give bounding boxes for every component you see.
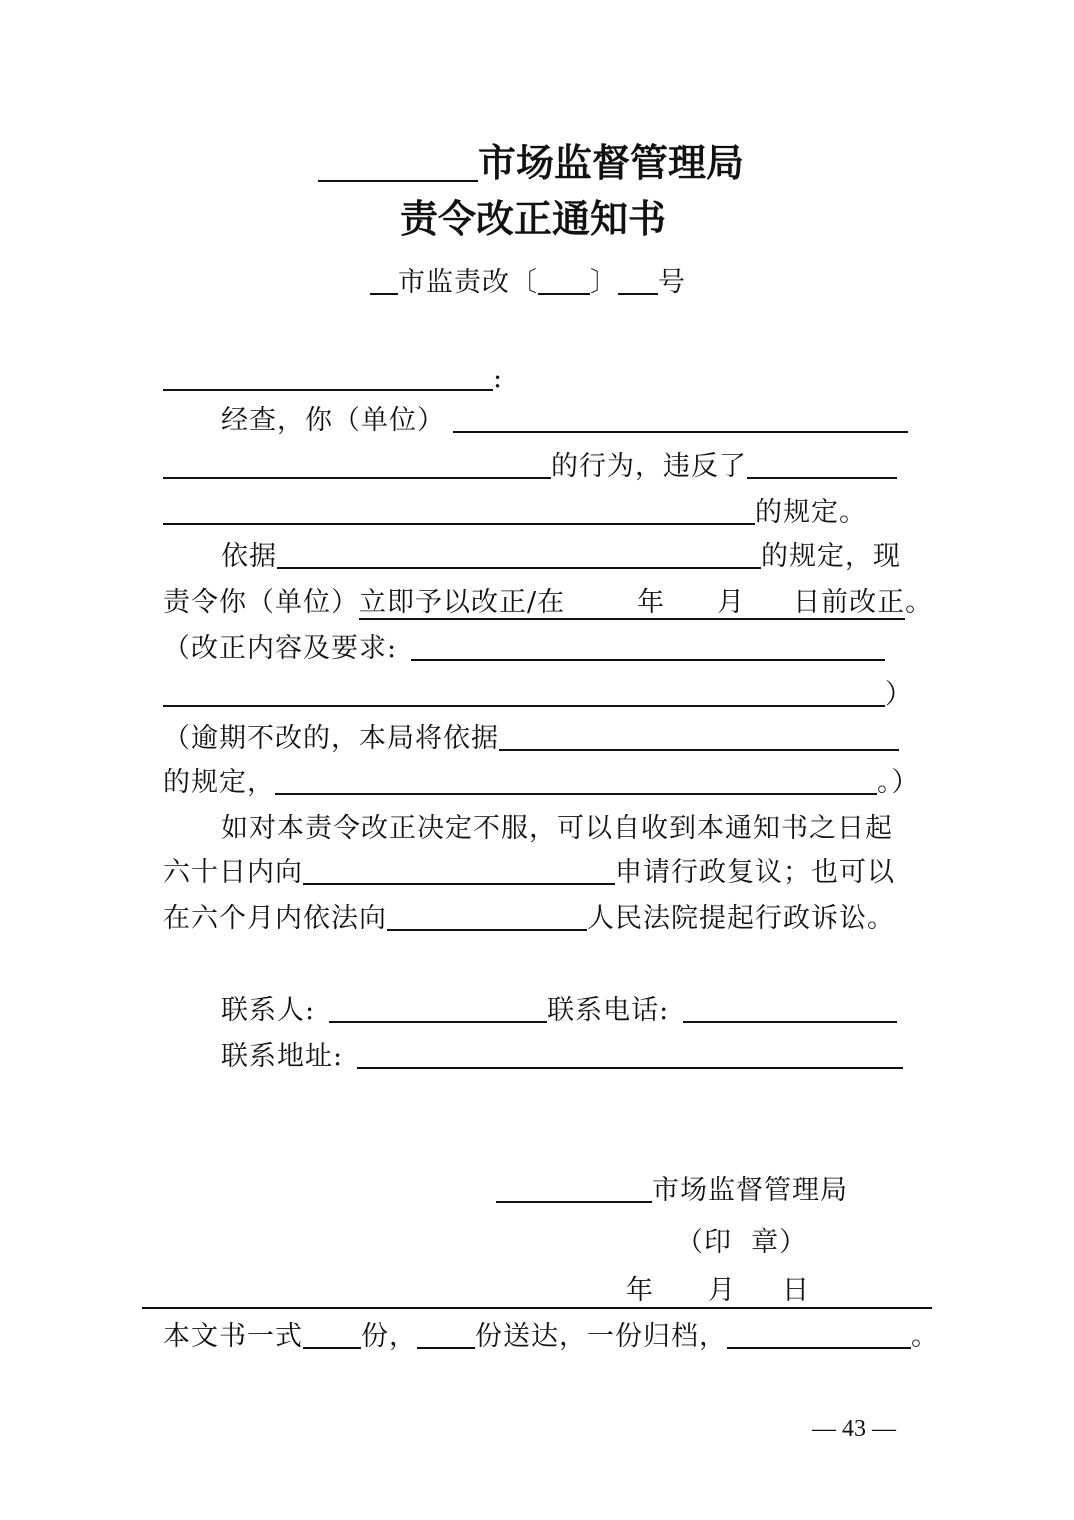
p5-line2-a: 六十日内向 [163,857,303,888]
behavior-blank [163,451,551,479]
p5-line3-a: 在六个月内依法向 [163,903,387,934]
contact-phone-label: 联系电话: [547,995,670,1026]
document-number [370,266,686,300]
doc-no-text-1: 市监责改〔 [398,267,538,298]
paragraph-3-line-1 [163,632,885,666]
p3-close: ） [885,679,913,710]
violated-law-blank [747,451,897,479]
p2-lead: 依据 [221,541,277,572]
agency-name-blank [318,144,478,182]
signature-day: 日 [782,1275,810,1306]
recipient-blank [163,363,493,391]
paragraph-5-line-2 [163,856,895,890]
paragraph-1-line-2 [163,450,897,484]
paragraph-1-line-3 [163,496,867,530]
copies-archive-blank [727,1321,911,1349]
contact-line-2 [221,1040,903,1074]
doc-no-text-3: 号 [658,267,686,298]
paragraph-4-line-2 [163,766,920,800]
deadline-underlined-text [359,587,905,620]
overdue-legal-basis-blank [499,723,899,751]
paragraph-5-line-3 [163,902,895,936]
contact-address-blank [357,1041,903,1069]
agency-title-line [318,140,744,186]
p2-order-lead: 责令你（单位） [163,587,359,618]
signature-year: 年 [626,1275,654,1306]
violated-law-blank-2 [163,497,755,525]
doc-no-text-2: 〕 [590,267,618,298]
notice-title: 责令改正通知书 [400,196,667,241]
p3-lead: （改正内容及要求: [163,633,398,664]
signature-agency [496,1174,848,1208]
paragraph-3-line-2 [163,678,913,712]
agency-suffix: 市场监督管理局 [478,140,745,185]
p4-rules-text: 的规定， [163,767,275,798]
p2-rules-text: 的规定，现 [761,541,901,572]
violation-subject-blank [453,405,908,433]
contact-address-label: 联系地址: [221,1041,344,1072]
signature-date [626,1274,810,1308]
correction-requirements-blank-2 [163,679,885,707]
seal-label: （印 章） [676,1227,808,1258]
p4-end: 。） [877,767,920,798]
p1-lead: 经查，你（单位） [221,405,445,436]
paragraph-5-line-1: 如对本责令改正决定不服，可以自收到本通知书之日起 [221,813,893,844]
correction-requirements-blank [411,633,885,661]
contact-person-label: 联系人: [221,995,316,1026]
review-authority-blank [303,857,615,885]
doc-no-year-blank [538,267,590,295]
copies-line [163,1320,939,1354]
copies-served-blank [417,1321,475,1349]
overdue-measures-blank [275,767,877,795]
legal-basis-blank [277,541,761,569]
doc-no-region-blank [370,267,398,295]
recipient-colon: : [493,363,503,394]
p2-period: 。 [905,587,934,618]
p2-month: 月 [717,587,746,618]
p5-line3-b: 人民法院提起行政诉讼。 [587,903,895,934]
copies-total-blank [303,1321,361,1349]
p2-day-before: 日前改正 [793,587,906,618]
p2-order-immediate: 立即予以改正/在 [359,587,566,618]
contact-phone-blank [683,995,897,1023]
paragraph-4-line-1 [163,722,899,756]
copies-text-a: 本文书一式 [163,1321,303,1352]
copies-text-b: 份， [361,1321,417,1352]
copies-text-c: 份送达，一份归档， [475,1321,727,1352]
p2-year: 年 [637,587,666,618]
signature-agency-blank [496,1175,652,1203]
contact-person-blank [329,995,547,1023]
copies-end: 。 [911,1321,939,1352]
p5-line2-b: 申请行政复议；也可以 [615,857,895,888]
paragraph-1-line-1 [221,404,908,438]
page-number: — 43 — [812,1416,896,1442]
court-blank [387,903,587,931]
p1-behavior-text: 的行为，违反了 [551,451,747,482]
p1-rules-text: 的规定。 [755,497,867,528]
footer-divider [142,1307,932,1309]
signature-agency-suffix: 市场监督管理局 [652,1175,848,1206]
paragraph-2-line-2 [163,586,933,620]
paragraph-2-line-1 [221,540,901,574]
signature-month: 月 [708,1275,736,1306]
recipient-line [163,362,502,396]
p4-lead: （逾期不改的，本局将依据 [163,723,499,754]
contact-line-1 [221,994,897,1028]
doc-no-seq-blank [618,267,658,295]
